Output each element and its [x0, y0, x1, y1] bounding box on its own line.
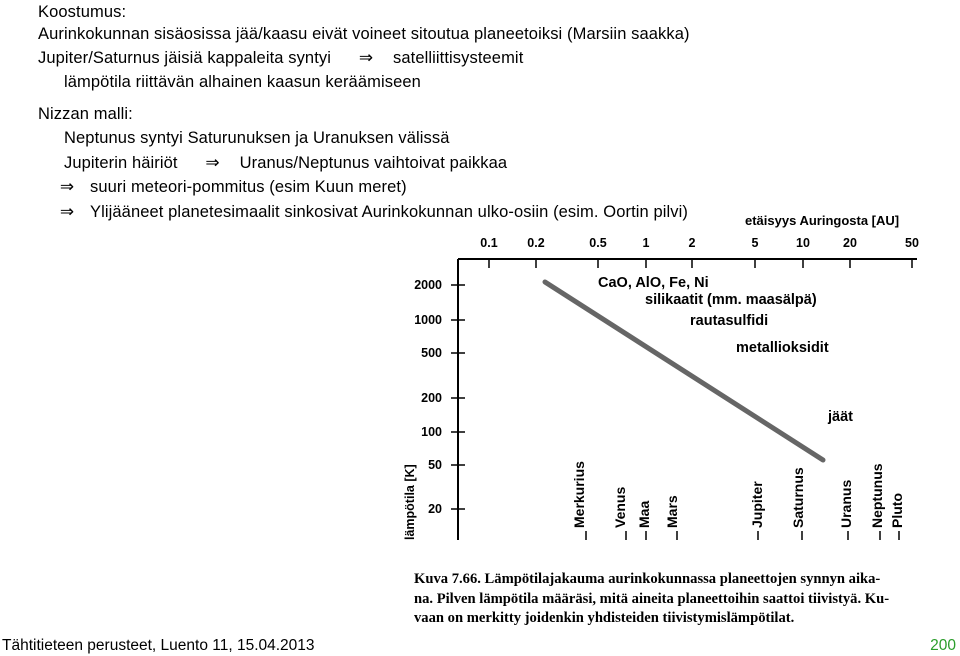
- region-label: jäät: [828, 409, 853, 425]
- implies-arrow-icon: ⇒: [59, 202, 75, 222]
- region-label: rautasulfidi: [690, 313, 769, 329]
- top-tick-label: 10: [796, 236, 810, 250]
- region-label: silikaatit (mm. maasälpä): [645, 292, 817, 308]
- page-number: 200: [930, 637, 956, 654]
- text-line-5: Neptunus syntyi Saturunuksen ja Uranuksen välissä: [64, 129, 450, 147]
- region-label: CaO, AlO, Fe, Ni: [598, 275, 709, 291]
- implies-arrow-icon: ⇒: [358, 48, 374, 68]
- text-line-6-a: Jupiterin häiriöt: [64, 154, 178, 172]
- left-tick-label: 1000: [414, 313, 442, 327]
- planet-label: Jupiter: [749, 481, 765, 528]
- left-tick-label: 200: [421, 391, 442, 405]
- left-tick-label: 100: [421, 425, 442, 439]
- left-tick-label: 50: [428, 458, 442, 472]
- planet-label: Neptunus: [869, 463, 885, 528]
- planet-label: Saturnus: [790, 467, 806, 528]
- caption-line-2: na. Pilven lämpötila määräsi, mitä aineita planeettoihin saattoi tiivistyä. Ku-: [414, 590, 890, 607]
- temperature-line: [545, 282, 823, 460]
- implies-arrow-icon: ⇒: [205, 153, 220, 173]
- heading: Koostumus:: [38, 3, 127, 21]
- text-line-2-b: satelliittisysteemit: [393, 49, 524, 67]
- top-tick-label: 20: [843, 236, 857, 250]
- left-tick-label: 500: [421, 346, 442, 360]
- left-tick-label: 2000: [414, 278, 442, 292]
- text-line-6-b: Uranus/Neptunus vaihtoivat paikkaa: [239, 154, 508, 172]
- top-tick-label: 0.1: [480, 236, 498, 250]
- planet-label: Venus: [612, 486, 628, 528]
- planet-label: Merkurius: [571, 461, 587, 528]
- top-tick-label: 0.5: [589, 236, 607, 250]
- text-line-1: Aurinkokunnan sisäosissa jää/kaasu eivät voineet sitoutua planeetoiksi (Marsiin saakka): [38, 25, 690, 43]
- top-axis-title: etäisyys Auringosta [AU]: [745, 213, 900, 228]
- left-axis-title: lämpötila [K]: [403, 464, 417, 540]
- text-line-2-a: Jupiter/Saturnus jäisiä kappaleita syntyi: [38, 49, 332, 67]
- implies-arrow-icon: ⇒: [59, 177, 75, 197]
- caption-line-3: vaan on merkitty joidenkin yhdisteiden tiivistymislämpötilat.: [414, 610, 795, 626]
- text-line-3: lämpötila riittävän alhainen kaasun keräämiseen: [64, 73, 421, 91]
- footer-course-info: Tähtitieteen perusteet, Luento 11, 15.04.2013: [2, 637, 315, 654]
- text-line-7-text: suuri meteori-pommitus (esim Kuun meret): [90, 178, 407, 196]
- subheading-nizza: Nizzan malli:: [38, 105, 133, 123]
- planet-label: Uranus: [838, 479, 854, 528]
- caption-line-1: Kuva 7.66. Lämpötilajakauma aurinkokunnassa planeettojen synnyn aika-: [414, 571, 881, 587]
- top-tick-label: 50: [905, 236, 919, 250]
- figure-caption: [414, 570, 934, 629]
- left-tick-label: 20: [428, 502, 442, 516]
- top-tick-label: 5: [751, 236, 759, 250]
- top-tick-label: 2: [688, 236, 696, 250]
- planet-label: Mars: [664, 495, 680, 528]
- top-tick-label: 1: [642, 236, 650, 250]
- region-label: metallioksidit: [736, 340, 829, 356]
- planet-label: Maa: [636, 500, 652, 528]
- top-tick-label: 0.2: [527, 236, 545, 250]
- planet-ticks: [586, 531, 899, 540]
- text-line-8-text: Ylijääneet planetesimaalit sinkosivat Aurinkokunnan ulko-osiin (esim. Oortin pilvi): [90, 203, 688, 221]
- top-ticks: [489, 259, 912, 268]
- planet-label: Pluto: [889, 493, 905, 528]
